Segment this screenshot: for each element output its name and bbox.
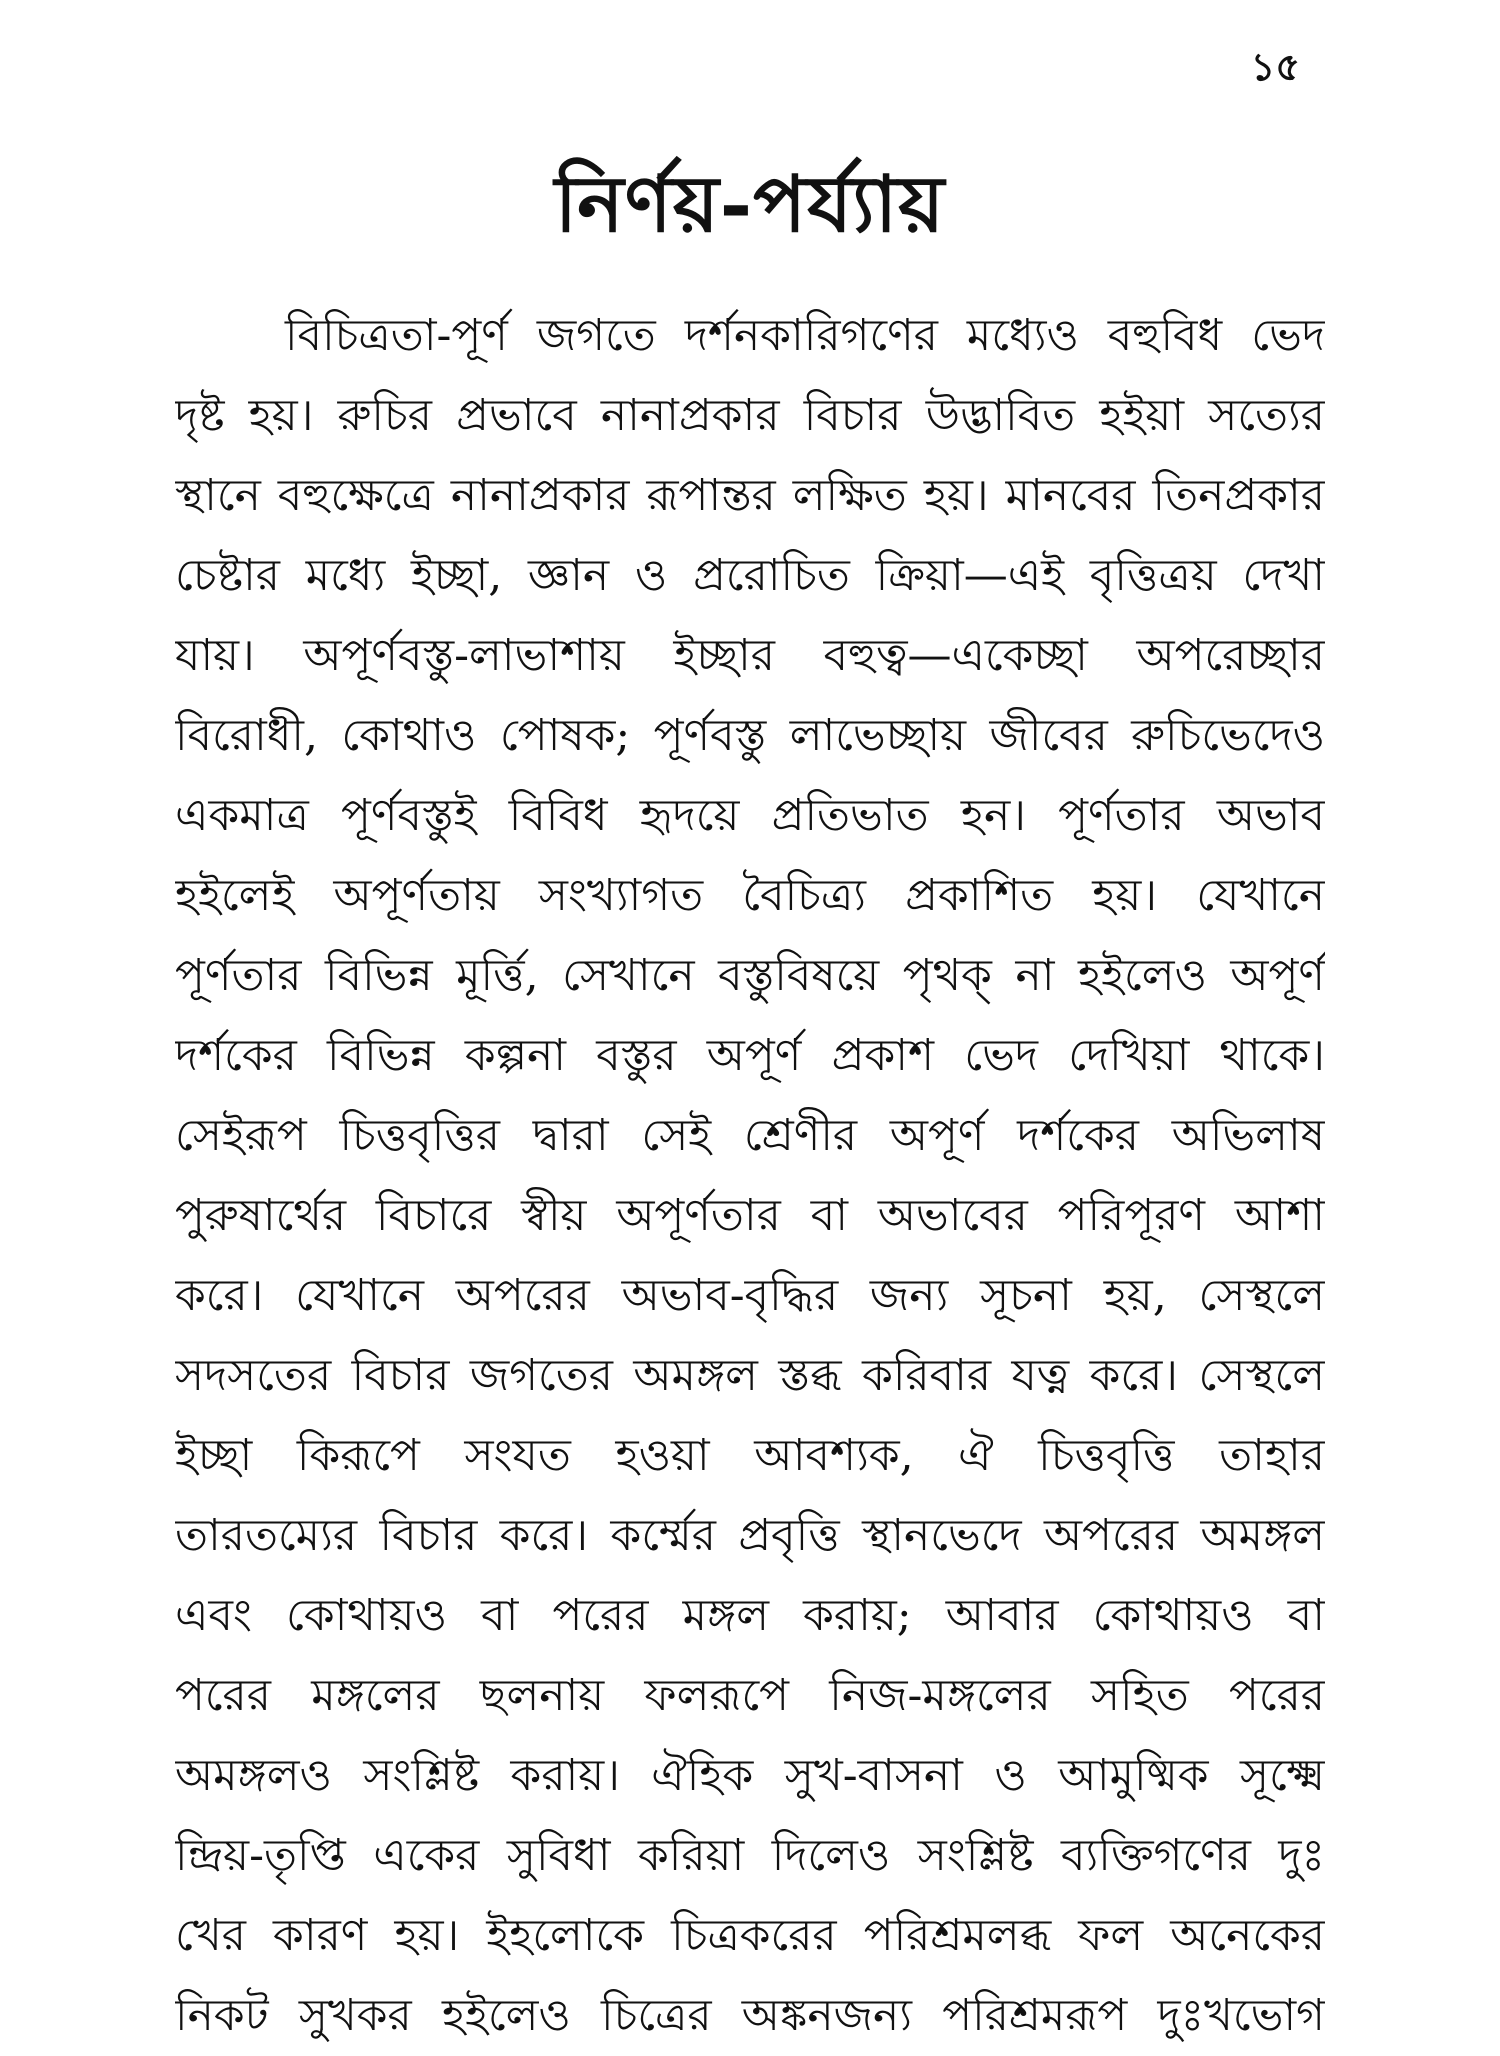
- text-line: সেইরূপ চিত্তবৃত্তির দ্বারা সেই শ্রেণীর অপূর্ণ দর্শকের অভিলাষ: [175, 1110, 1325, 1161]
- text-line: খের কারণ হয়। ইহলোকে চিত্রকরের পরিশ্রমলব্ধ ফল অনেকের: [175, 1910, 1325, 1961]
- text-line: একমাত্র পূর্ণবস্তুই বিবিধ হৃদয়ে প্রতিভাত হন। পূর্ণতার অভাব: [175, 790, 1325, 841]
- text-line: যায়। অপূর্ণবস্তু-লাভাশায় ইচ্ছার বহুত্ব—একেচ্ছা অপরেচ্ছার: [175, 630, 1325, 681]
- text-line: এবং কোথায়ও বা পরের মঙ্গল করায়; আবার কোথায়ও বা: [175, 1590, 1325, 1641]
- text-line: ইচ্ছা কিরূপে সংযত হওয়া আবশ্যক, ঐ চিত্তবৃত্তি তাহার: [175, 1430, 1325, 1481]
- page-number: ১৫: [1250, 44, 1300, 89]
- text-line: বিরোধী, কোথাও পোষক; পূর্ণবস্তু লাভেচ্ছায় জীবের রুচিভেদেও: [175, 710, 1325, 761]
- text-line: দর্শকের বিভিন্ন কল্পনা বস্তুর অপূর্ণ প্রকাশ ভেদ দেখিয়া থাকে।: [175, 1030, 1325, 1081]
- text-line: স্থানে বহুক্ষেত্রে নানাপ্রকার রূপান্তর লক্ষিত হয়। মানবের তিনপ্রকার: [175, 470, 1325, 521]
- text-line: নিকট সুখকর হইলেও চিত্রের অঙ্কনজন্য পরিশ্রমরূপ দুঃখভোগ: [175, 1990, 1325, 2041]
- text-line: হইলেই অপূর্ণতায় সংখ্যাগত বৈচিত্র্য প্রকাশিত হয়। যেখানে: [175, 870, 1325, 921]
- text-line: দৃষ্ট হয়। রুচির প্রভাবে নানাপ্রকার বিচার উদ্ভাবিত হইয়া সত্যের: [175, 390, 1325, 441]
- text-line: সদসতের বিচার জগতের অমঙ্গল স্তব্ধ করিবার যত্ন করে। সেস্থলে: [175, 1350, 1325, 1401]
- text-line: বিচিত্রতা-পূর্ণ জগতে দর্শনকারিগণের মধ্যেও বহুবিধ ভেদ: [285, 310, 1325, 361]
- text-line: পরের মঙ্গলের ছলনায় ফলরূপে নিজ-মঙ্গলের সহিত পরের: [175, 1670, 1325, 1721]
- text-line: অমঙ্গলও সংশ্লিষ্ট করায়। ঐহিক সুখ-বাসনা ও আমুষ্মিক সূক্ষ্মে: [175, 1750, 1325, 1801]
- text-line: চেষ্টার মধ্যে ইচ্ছা, জ্ঞান ও প্ররোচিত ক্রিয়া—এই বৃত্তিত্রয় দেখা: [175, 550, 1325, 601]
- body-paragraph: [175, 296, 1325, 2056]
- text-line: পুরুষার্থের বিচারে স্বীয় অপূর্ণতার বা অভাবের পরিপূরণ আশা: [175, 1190, 1325, 1241]
- text-line: পূর্ণতার বিভিন্ন মূর্ত্তি, সেখানে বস্তুবিষয়ে পৃথক্ না হইলেও অপূর্ণ: [175, 950, 1325, 1001]
- text-line: ন্দ্রিয়-তৃপ্তি একের সুবিধা করিয়া দিলেও সংশ্লিষ্ট ব্যক্তিগণের দুঃ: [175, 1830, 1325, 1881]
- text-line: তারতম্যের বিচার করে। কর্ম্মের প্রবৃত্তি স্থানভেদে অপরের অমঙ্গল: [175, 1510, 1325, 1561]
- chapter-title: নির্ণয়-পর্য্যায়: [554, 159, 946, 250]
- text-line: করে। যেখানে অপরের অভাব-বৃদ্ধির জন্য সূচনা হয়, সেস্থলে: [175, 1270, 1325, 1321]
